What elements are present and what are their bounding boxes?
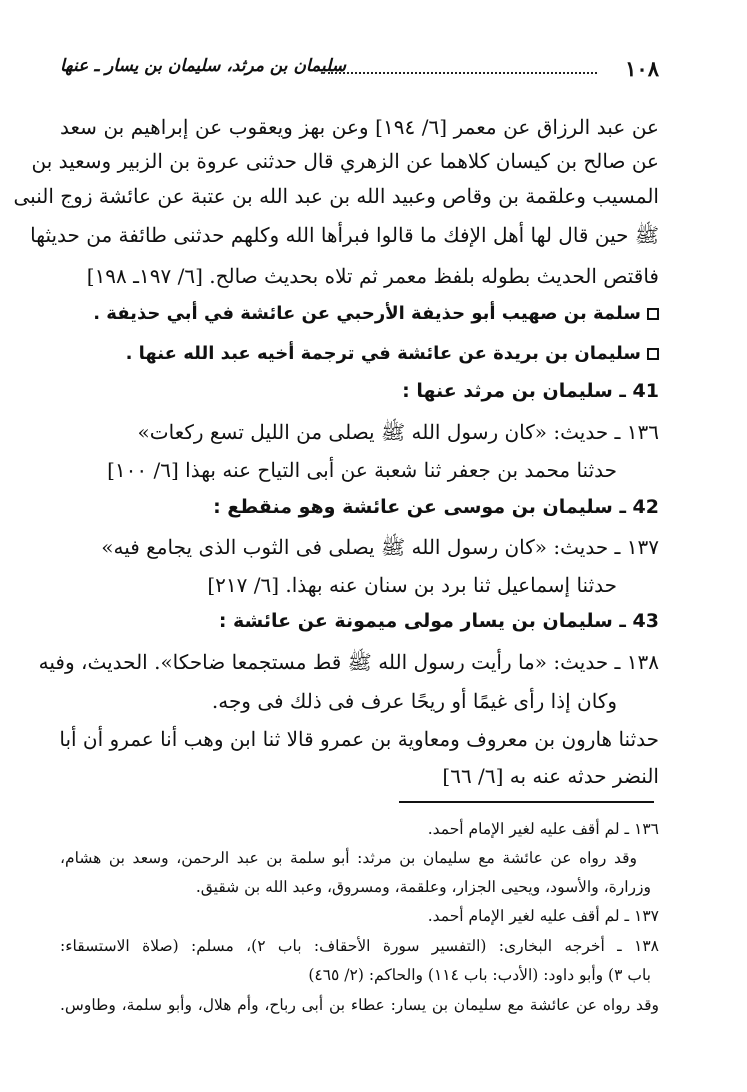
header-dotted-leader bbox=[328, 72, 597, 74]
hadith-number: ١٣٨ bbox=[626, 650, 659, 674]
body-line: فاقتص الحديث بطوله بلفظ معمر ثم تلاه بحديث صالح. [٦/ ١٩٧ـ ١٩٨] bbox=[86, 264, 659, 288]
hadith-line bbox=[60, 420, 659, 449]
see-entry: سلمة بن صهيب أبو حذيفة الأرحبي عن عائشة في أبي حذيفة . bbox=[60, 303, 659, 324]
section-heading: 43 ـ سليمان بن يسار مولى ميمونة عن عائشة : bbox=[218, 610, 659, 632]
section-heading: 42 ـ سليمان بن موسى عن عائشة وهو منقطع : bbox=[213, 496, 659, 518]
footnote: ١٣٨ ـ أخرجه البخارى: (التفسير سورة الأحقاف: باب ٢)، مسلم: (صلاة الاستسقاء: bbox=[60, 937, 659, 955]
checkbox-square-icon bbox=[647, 308, 659, 320]
hadith-prefix: ـ حديث: bbox=[553, 420, 621, 444]
hadith-number: ١٣٦ bbox=[626, 420, 659, 444]
hadith-number: ١٣٧ bbox=[626, 535, 659, 559]
hadith-prefix: ـ حديث: bbox=[553, 650, 621, 674]
running-title: سليمان بن مرثد، سليمان بن يسار ـ عنها bbox=[60, 56, 346, 76]
body-line: عن صالح بن كيسان كلاهما عن الزهري قال حدثنى عروة بن الزبير وسعيد بن bbox=[31, 149, 659, 173]
isnad-chain: النضر حدثه عنه به [٦/ ٦٦] bbox=[442, 764, 659, 788]
hadith-text: «كان رسول الله ﷺ يصلى من الليل تسع ركعات» bbox=[137, 420, 548, 444]
footnote: وزرارة، والأسود، ويحيى الجزار، وعلقمة، ومسروق، وعبد الله بن شقيق. bbox=[195, 878, 651, 896]
footnote: وقد رواه عن عائشة مع سليمان بن يسار: عطاء بن أبى رباح، وأم هلال، وأبو سلمة، وطاوس. bbox=[60, 996, 659, 1014]
isnad-chain: حدثنا هارون بن معروف ومعاوية بن عمرو قالا ثنا ابن وهب أنا عمرو أن أبا bbox=[59, 727, 659, 751]
page-header bbox=[60, 52, 659, 92]
footnote: باب ٣) وأبو داود: (الأدب: باب ١١٤) والحاكم: (٢/ ٤٦٥) bbox=[308, 966, 651, 984]
isnad-chain: حدثنا محمد بن جعفر ثنا شعبة عن أبى التياح عنه بهذا [٦/ ١٠٠] bbox=[107, 458, 617, 482]
hadith-line bbox=[38, 650, 659, 679]
footnote: وقد رواه عن عائشة مع سليمان بن مرثد: أبو سلمة بن عبد الرحمن، وسعد بن هشام، bbox=[60, 849, 637, 867]
section-heading: 41 ـ سليمان بن مرثد عنها : bbox=[402, 380, 659, 402]
hadith-prefix: ـ حديث: bbox=[553, 535, 621, 559]
isnad-chain: حدثنا إسماعيل ثنا برد بن سنان عنه بهذا. [٦/ ٢١٧] bbox=[207, 573, 617, 597]
see-entry: سليمان بن بريدة عن عائشة في ترجمة أخيه عبد الله عنها . bbox=[60, 343, 659, 364]
footnote-separator bbox=[399, 801, 654, 803]
body-line: ﷺ حين قال لها أهل الإفك ما قالوا فبرأها الله وكلهم حدثنى طائفة من حديثها bbox=[30, 223, 659, 247]
body-line: عن عبد الرزاق عن معمر [٦/ ١٩٤] وعن بهز ويعقوب عن إبراهيم بن سعد bbox=[60, 115, 659, 139]
body-line: المسيب وعلقمة بن وقاص وعبيد الله بن عبد الله بن عتبة عن عائشة زوج النبى bbox=[13, 184, 659, 208]
hadith-line bbox=[60, 535, 659, 564]
hadith-text: «ما رأيت رسول الله ﷺ قط مستجمعا ضاحكا». الحديث، وفيه bbox=[38, 650, 548, 674]
page-number: ١٠٨ bbox=[625, 56, 659, 81]
checkbox-square-icon bbox=[647, 348, 659, 360]
footnote: ١٣٦ ـ لم أقف عليه لغير الإمام أحمد. bbox=[427, 820, 659, 838]
hadith-continuation: وكان إذا رأى غيمًا أو ريحًا عرف فى ذلك فى وجه. bbox=[211, 689, 617, 713]
footnote: ١٣٧ ـ لم أقف عليه لغير الإمام أحمد. bbox=[427, 907, 659, 925]
hadith-text: «كان رسول الله ﷺ يصلى فى الثوب الذى يجامع فيه» bbox=[101, 535, 548, 559]
